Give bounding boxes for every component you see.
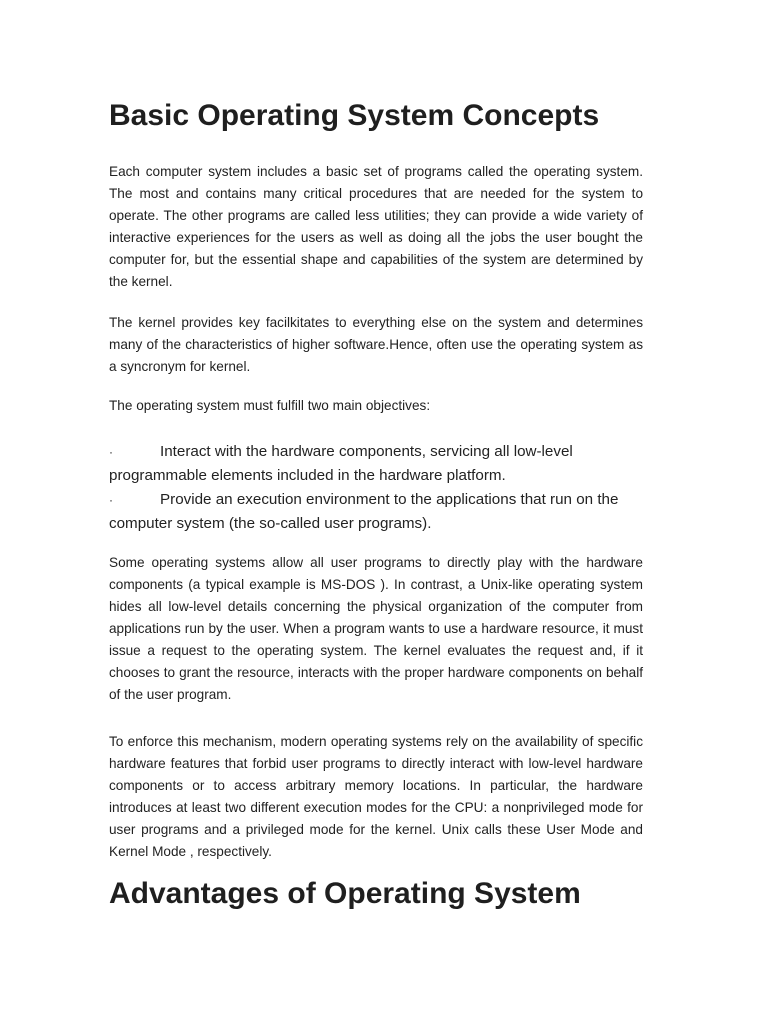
paragraph-os-intro: Each computer system includes a basic set of programs called the operating system. The most and contains many critical procedures that are needed for the system to operate. The other programs are called less utilities; they can provide a wide variety of interactive experiences for the users as well as doing all the jobs the user bought the computer for, but the essential shape and capabilities of the system are determined by the kernel. xyxy=(109,164,643,289)
page-title: Basic Operating System Concepts xyxy=(109,99,600,132)
paragraph-execution-modes: To enforce this mechanism, modern operating systems rely on the availability of specific hardware features that forbid user programs to directly interact with low-level hardware components or to access arbitrary memory locations. In particular, the hardware introduces at least two different execution modes for the CPU: a nonprivileged mode for user programs and a privileged mode for the kernel. Unix calls these User Mode and Kernel Mode , respectively. xyxy=(109,734,643,859)
paragraph-kernel: The kernel provides key facilkitates to everything else on the system and determines many of the characteristics of higher software.Hence, often use the operating system as a syncronym for kernel. xyxy=(109,315,643,374)
list-item-objective-2 xyxy=(109,488,643,536)
section-heading-advantages: Advantages of Operating System xyxy=(109,877,581,910)
paragraph-objectives: The operating system must fulfill two main objectives: xyxy=(109,398,431,413)
list-item-text: Interact with the hardware components, servicing all low-level programmable elements included in the hardware platform. xyxy=(109,443,573,484)
bullet-marker: · xyxy=(109,493,113,507)
bullet-marker: · xyxy=(109,445,113,459)
list-item-objective-1 xyxy=(109,440,643,488)
list-item-text: Provide an execution environment to the applications that run on the computer system (the so-called user programs). xyxy=(109,491,619,532)
paragraph-hardware-access: Some operating systems allow all user programs to directly play with the hardware components (a typical example is MS-DOS ). In contrast, a Unix-like operating system hides all low-level details concerning the physical organization of the computer from applications run by the user. When a program wants to use a hardware resource, it must issue a request to the operating system. The kernel evaluates the request and, if it chooses to grant the resource, interacts with the proper hardware components on behalf of the user program. xyxy=(109,555,643,702)
